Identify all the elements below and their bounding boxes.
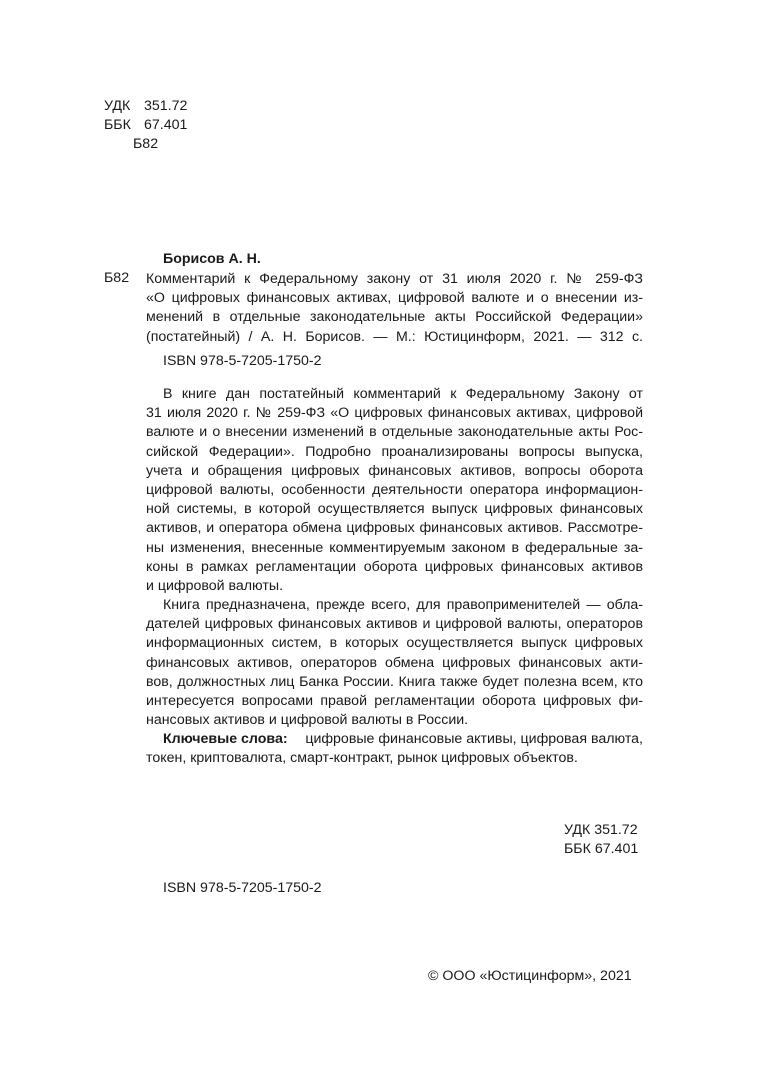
description-line: менений в отдельные законодательные акты Российской Федерации» [146, 309, 643, 326]
description-line: (постатейный) / А. Н. Борисов. — М.: Юстицинформ, 2021. — 312 с. [146, 328, 643, 345]
annotation-line: цифровой валюты, особенности деятельности оператора информацион- [146, 481, 643, 498]
keywords-line [146, 730, 643, 749]
description-line: «О цифровых финансовых активах, цифровой валюте и о внесении из- [146, 290, 643, 307]
annotation-line: ной системы, в которой осуществляется выпуск цифровых финансовых [146, 501, 643, 518]
annotation-paragraph-1 [146, 385, 643, 596]
footer-isbn: ISBN 978-5-7205-1750-2 [163, 880, 322, 896]
annotation-line: В книге дан постатейный комментарий к Федеральному Закону от [163, 386, 643, 402]
annotation-line: валюте и о внесении изменений в отдельные законодательные акты Рос- [146, 424, 643, 441]
annotation-paragraph-2 [146, 596, 643, 730]
footer-udk: УДК 351.72 [564, 822, 638, 838]
keywords-line: токен, криптовалюта, смарт-контракт, рынок цифровых объектов. [146, 750, 578, 767]
bbk-value: 67.401 [144, 117, 188, 133]
annotation-line: ны изменения, внесенные комментируемым законом в федеральные за- [146, 539, 643, 556]
catalog-description [146, 270, 643, 347]
annotation-line: Книга предназначена, прежде всего, для правоприменителей — обла- [163, 597, 643, 613]
author-name: Борисов А. Н. [163, 251, 261, 267]
annotation-line: 31 июля 2020 г. № 259-ФЗ «О цифровых финансовых активах, цифровой [146, 405, 643, 422]
catalog-sign: Б82 [104, 270, 130, 286]
annotation-line: коны в рамках регламентации оборота цифровых финансовых активов [146, 558, 643, 575]
annotation-line: интересуется вопросами правой регламентации оборота цифровых фи- [146, 692, 643, 709]
annotation-line: нансовых активов и цифровой валюты в России. [146, 712, 469, 729]
keywords-text: цифровые финансовые активы, цифровая валюта, [305, 731, 643, 747]
description-line: Комментарий к Федеральному закону от 31 июля 2020 г. № 259-ФЗ [146, 271, 643, 287]
annotation-line: информационных систем, в которых осуществляется выпуск цифровых [146, 635, 643, 652]
keywords [146, 730, 643, 768]
annotation-line: сийской Федерации». Подробно проанализированы вопросы выпуска, [146, 443, 643, 460]
catalog-isbn: ISBN 978-5-7205-1750-2 [163, 353, 322, 369]
keywords-label: Ключевые слова: [163, 731, 288, 747]
annotation-line: учета и обращения цифровых финансовых активов, вопросы оборота [146, 462, 643, 479]
footer-bbk: ББК 67.401 [564, 841, 639, 857]
copyright: © ООО «Юстицинформ», 2021 [428, 968, 632, 984]
udk-label: УДК [104, 98, 131, 114]
udk-value: 351.72 [144, 98, 188, 114]
bbk-label: ББК [104, 117, 131, 133]
annotation-line: активов, и оператора обмена цифровых финансовых активов. Рассмотре- [146, 520, 643, 537]
annotation-line: и цифровой валюты. [146, 577, 284, 594]
annotation-line: дателей цифровых финансовых активов и цифровой валюты, операторов [146, 616, 643, 633]
annotation-line: финансовых активов, операторов обмена цифровых финансовых акти- [146, 654, 643, 671]
author-sign: Б82 [133, 136, 159, 152]
annotation-line: вов, должностных лиц Банка России. Книга также будет полезна всем, кто [146, 673, 643, 690]
